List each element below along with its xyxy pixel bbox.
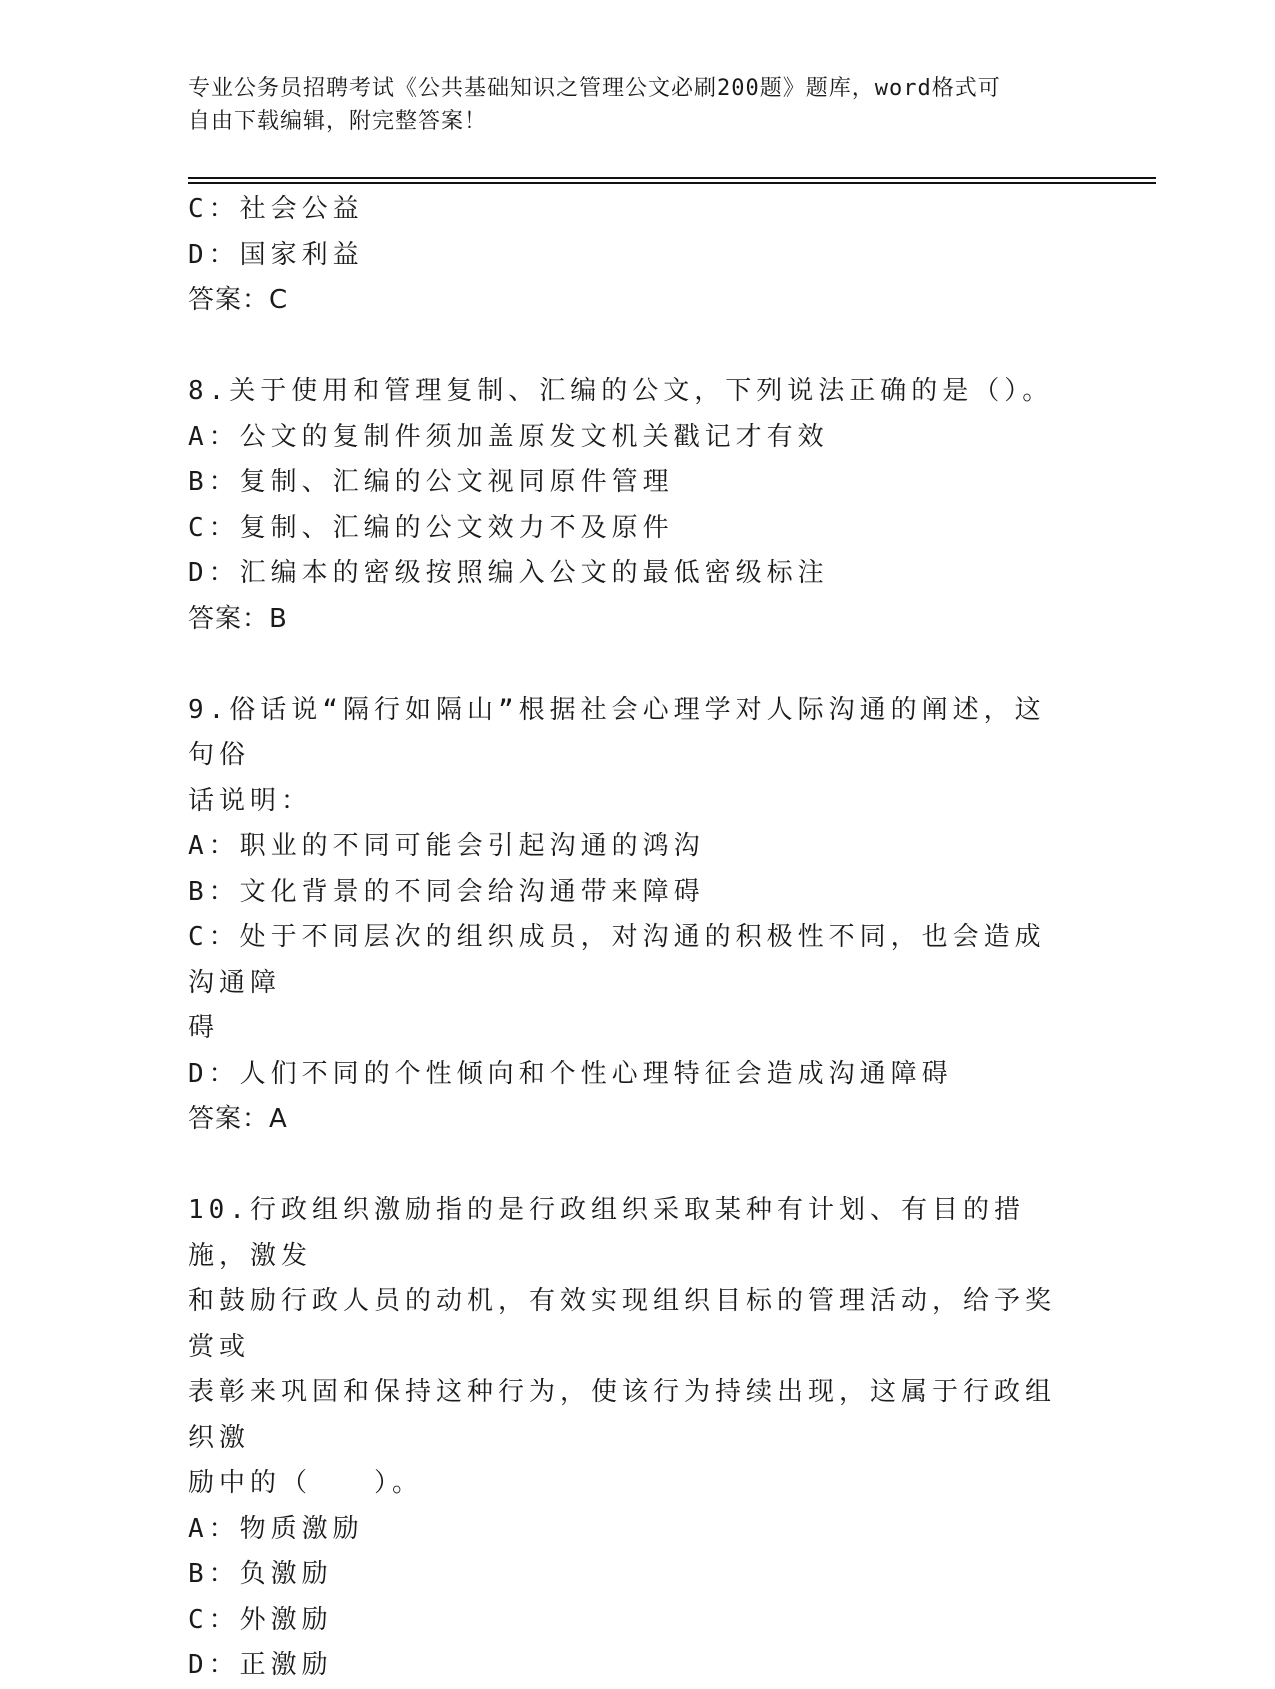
option-c-continued: 碍 [188, 1013, 220, 1043]
option-c: C：社会公益 [188, 194, 364, 224]
answer-line: 答案：A [188, 1104, 288, 1134]
question-8 [188, 369, 1068, 642]
question-stem: 和鼓励行政人员的动机，有效实现组织目标的管理活动，给予奖赏或 [188, 1286, 1057, 1362]
spacer [188, 1143, 1068, 1189]
question-content [188, 187, 1068, 1689]
option-b: B：负激励 [188, 1559, 333, 1589]
question-stem: 8.关于使用和管理复制、汇编的公文，下列说法正确的是（）。 [188, 376, 1054, 406]
divider-line [188, 177, 1156, 179]
question-9 [188, 688, 1068, 1143]
page-header [188, 72, 1068, 138]
question-stem: 表彰来巩固和保持这种行为，使该行为持续出现，这属于行政组织激 [188, 1377, 1057, 1453]
option-b: B：复制、汇编的公文视同原件管理 [188, 467, 674, 497]
option-c: C：处于不同层次的组织成员，对沟通的积极性不同，也会造成沟通障 [188, 922, 1046, 998]
divider-line [188, 182, 1156, 184]
answer-line: 答案：C [188, 285, 289, 315]
option-a: A：物质激励 [188, 1513, 364, 1544]
spacer [188, 642, 1068, 688]
option-d: D：汇编本的密级按照编入公文的最低密级标注 [188, 558, 829, 588]
option-a: A：职业的不同可能会引起沟通的鸿沟 [188, 831, 705, 861]
header-line: 自由下载编辑，附完整答案！ [188, 109, 488, 134]
header-divider [188, 177, 1156, 184]
option-d: D：人们不同的个性倾向和个性心理特征会造成沟通障碍 [188, 1058, 953, 1089]
question-stem: 励中的（ ）。 [188, 1468, 424, 1498]
answer-line: 答案：B [188, 603, 288, 634]
option-d: D：国家利益 [188, 239, 364, 270]
question-stem: 9.俗话说“隔行如隔山”根据社会心理学对人际沟通的阐述，这句俗 [188, 694, 1046, 770]
option-b: B：文化背景的不同会给沟通带来障碍 [188, 876, 705, 907]
question-stem: 话说明： [188, 785, 313, 816]
option-d: D：正激励 [188, 1650, 333, 1680]
option-c: C：外激励 [188, 1604, 333, 1635]
option-a: A：公文的复制件须加盖原发文机关戳记才有效 [188, 421, 829, 452]
question-10 [188, 1188, 1068, 1689]
header-line: 专业公务员招聘考试《公共基础知识之管理公文必刷200题》题库，word格式可 [188, 76, 1001, 101]
option-c: C：复制、汇编的公文效力不及原件 [188, 512, 674, 543]
question-stem: 10.行政组织激励指的是行政组织采取某种有计划、有目的措施，激发 [188, 1195, 1025, 1271]
spacer [188, 324, 1068, 370]
